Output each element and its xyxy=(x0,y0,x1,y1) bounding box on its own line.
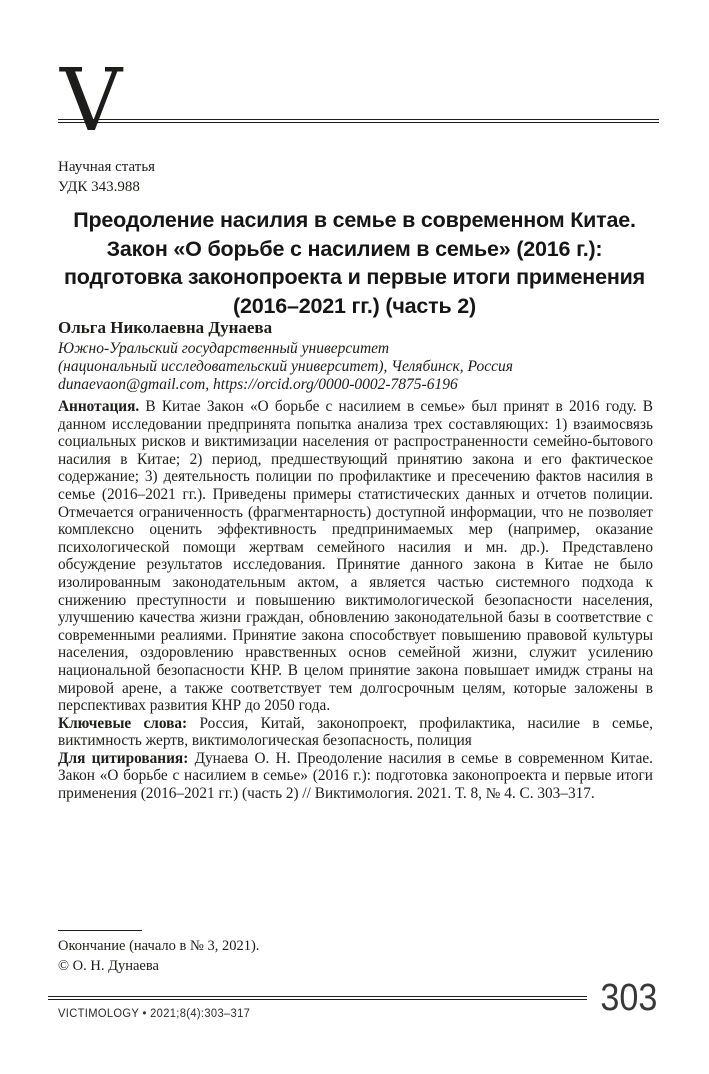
keywords-text: Россия, Китай, законопроект, профилактика, насилие в семье, виктимность жертв, виктимологическая безопасность, полиция xyxy=(58,714,653,750)
article-meta xyxy=(58,157,155,197)
journal-footer-info: VICTIMOLOGY • 2021;8(4):303–317 xyxy=(58,1008,251,1020)
author-name: Ольга Николаевна Дунаева xyxy=(58,318,273,337)
article-title-line: (2016–2021 гг.) (часть 2) xyxy=(232,293,476,318)
citation-text: Дунаева О. Н. Преодоление насилия в семье в современном Китае. Закон «О борьбе с насилием в семье» (2016 г.): подготовка законопроекта и первые итоги применения (2016–2021 гг.) (часть 2) // Виктимология. 2021. Т. 8, № 4. С. 303–317. xyxy=(58,749,654,803)
article-title-line: Закон «О борьбе с насилием в семье» (2016 г.): xyxy=(106,236,603,261)
abstract-label: Аннотация. xyxy=(58,398,140,415)
copyright-notice: © О. Н. Дунаева xyxy=(58,957,159,974)
article-type-label: Научная статья xyxy=(58,159,156,175)
citation-paragraph xyxy=(58,750,653,803)
footnote-rule xyxy=(58,930,142,931)
keywords-label: Ключевые слова: xyxy=(58,714,188,732)
author-affiliation-university: Южно-Уральский государственный университет xyxy=(58,340,390,357)
header-double-rule xyxy=(58,119,659,123)
journal-v-logo: V xyxy=(60,51,123,151)
article-title-line: подготовка законопроекта и первые итоги применения xyxy=(64,265,645,289)
article-title xyxy=(30,206,679,320)
page-number: 303 xyxy=(599,977,657,1019)
footnote-continuation: Окончание (начало в № 3, 2021). xyxy=(58,938,260,954)
keywords-paragraph xyxy=(58,715,653,750)
author-affiliation-city: (национальный исследовательский университет), Челябинск, Россия xyxy=(58,358,513,375)
footnote-block xyxy=(58,930,259,976)
author-block xyxy=(58,318,653,394)
udc-label: УДК 343.988 xyxy=(58,179,140,195)
article-title-line: Преодоление насилия в семье в современном Китае. xyxy=(73,208,636,232)
abstract-paragraph xyxy=(58,398,653,715)
footer-double-rule xyxy=(48,996,587,1000)
citation-label: Для цитирования: xyxy=(58,749,189,767)
author-contacts-orcid: dunaevaon@gmail.com, https://orcid.org/0000-0002-7875-6196 xyxy=(58,376,458,393)
abstract-text: В Китае Закон «О борьбе с насилием в семье» был принят в 2016 году. В данном исследовании предпринята попытка анализа трех составляющих: 1) взаимосвязь социальных рисков и виктимизации населения от распространенности семейно-бытового насилия в Китае; 2) период, предшествующий принятию закона и его фактическое содержание; 3) деятельность полиции по профилактике и пресечению фактов насилия в семье (2016–2021 гг.). Приведены примеры статистических данных и отчетов полиции. Отмечается ограниченность (фрагментарность) доступной информации, что не позволяет комплексно оценить эффективность предпринимаемых мер (например, оказание психологической помощи жертвам семейного насилия и мн. др.). Представлено обсуждение результатов исследования. Принятие данного закона в Китае не было изолированным законодательным актом, а является частью системного подхода к снижению преступности и повышению виктимологической безопасности населения, улучшению качества жизни граждан, обновлению законодательной базы в соответствие с современными реалиями. Принятие закона способствует повышению правовой культуры населения, оздоровлению нравственных основ семейной жизни, служит усилению национальной безопасности КНР. В целом принятие закона повышает имидж страны на мировой арене, а также соответствует тем долгосрочным целям, которые заложены в перспективах развития КНР до 2050 года. xyxy=(58,398,653,715)
article-front-matter xyxy=(58,398,653,803)
